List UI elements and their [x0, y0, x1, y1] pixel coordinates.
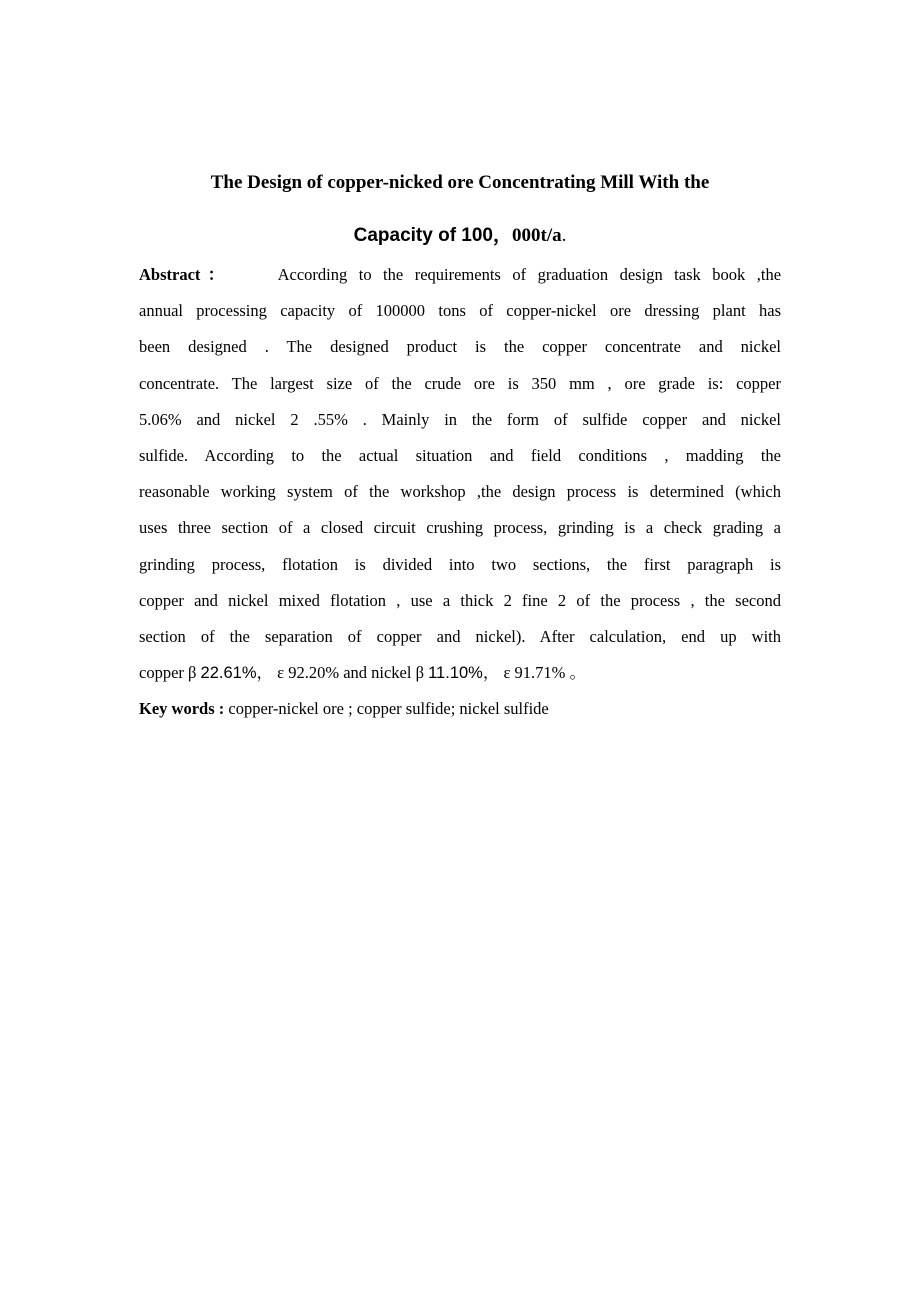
abstract-line: [139, 408, 781, 444]
abstract-line-text: grinding process, flotation is divided into two sections, the first paragraph is: [139, 554, 781, 574]
copper-beta-value: 22.61%，: [200, 664, 274, 683]
abstract-line-text: concentrate. The largest size of the crude ore is 350 mm , ore grade is: copper: [139, 373, 781, 393]
title-line-1-text: The Design of copper-nicked ore Concentrating Mill With the: [210, 172, 710, 193]
title-line-2-value: 000t/a: [512, 225, 562, 246]
abstract-line: [139, 444, 781, 480]
abstract-line: [139, 480, 781, 516]
abstract-line: [139, 589, 781, 625]
abstract-label: Abstract：: [139, 265, 232, 284]
abstract-section: [139, 263, 781, 733]
abstract-line: [139, 553, 781, 589]
title-line-2: [139, 220, 781, 247]
abstract-last-line: [139, 661, 781, 697]
abstract-line-text: reasonable working system of the workshop ,the design process is determined (which: [139, 482, 781, 502]
keywords-line: [139, 697, 781, 733]
abstract-line-text: sulfide. According to the actual situation and field conditions , madding the: [139, 445, 781, 465]
abstract-line: [139, 372, 781, 408]
title-line-1: [139, 172, 781, 194]
abstract-line-text: annual processing capacity of 100000 tons of copper-nickel ore dressing plant has: [139, 301, 781, 321]
nickel-recovery: ε 91.71% 。: [499, 663, 587, 683]
keywords-text: copper-nickel ore ; copper sulfide; nickel sulfide: [228, 699, 549, 719]
abstract-line: [139, 516, 781, 552]
copper-recovery: ε 92.20% and nickel β: [273, 663, 429, 683]
abstract-line: [139, 625, 781, 661]
abstract-line-text: been designed . The designed product is the copper concentrate and nickel: [139, 337, 781, 357]
abstract-line-text: uses three section of a closed circuit crushing process, grinding is a check grading a: [139, 518, 781, 538]
nickel-beta-value: 11.10%，: [428, 664, 500, 683]
title-line-2-dot: .: [561, 225, 567, 246]
abstract-line-text: 5.06% and nickel 2 .55% . Mainly in the form of sulfide copper and nickel: [139, 409, 781, 429]
keywords-label: Key words :: [139, 699, 229, 719]
title-line-2-capacity: Capacity of 100: [353, 225, 494, 246]
abstract-line-text: copper and nickel mixed flotation , use a thick 2 fine 2 of the process , the second: [139, 590, 781, 610]
abstract-line-text: According to the requirements of graduation design task book ,the: [277, 265, 782, 284]
title-line-2-comma: ，: [493, 225, 513, 246]
abstract-line-text: section of the separation of copper and nickel). After calculation, end up with: [139, 626, 781, 646]
abstract-line: [139, 263, 781, 299]
abstract-line: [139, 299, 781, 335]
copper-word: copper β: [139, 663, 201, 683]
abstract-line: [139, 335, 781, 371]
